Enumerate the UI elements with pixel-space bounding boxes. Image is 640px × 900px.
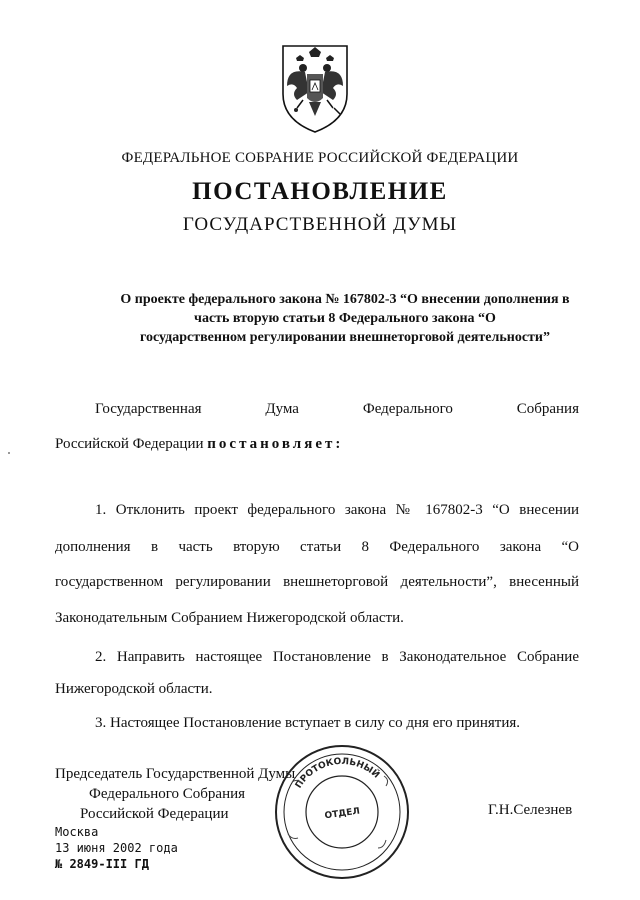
subject-line: часть вторую статьи 8 Федерального закона “О xyxy=(194,311,496,326)
preamble-text: Российской Федерации xyxy=(55,436,204,452)
margin-mark xyxy=(8,452,10,454)
item-3-line: 3. Настоящее Постановление вступает в силу со дня его принятия. xyxy=(95,715,521,731)
federal-assembly-heading: ФЕДЕРАЛЬНОЕ СОБРАНИЕ РОССИЙСКОЙ ФЕДЕРАЦИИ xyxy=(121,150,519,166)
item-2-line: 2. Направить настоящее Постановление в Законодательное Собрание xyxy=(95,649,579,665)
signatory-title-line: Председатель Государственной Думы xyxy=(55,766,296,782)
coat-of-arms-emblem-icon xyxy=(279,42,351,134)
svg-text:ПРОТОКОЛЬНЫЙ xyxy=(294,757,382,791)
signatory-title-line: Федерального Собрания xyxy=(89,786,246,802)
official-stamp-icon xyxy=(272,742,412,882)
item-1-line: государственном регулировании внешнеторговой деятельности”, внесенный xyxy=(55,574,579,590)
item-1-line: Законодательным Собранием Нижегородской области. xyxy=(55,610,404,626)
issuer-heading: ГОСУДАРСТВЕННОЙ ДУМЫ xyxy=(182,214,458,235)
stamp-ring-text: ПРОТОКОЛЬНЫЙ xyxy=(293,756,382,791)
item-1-line: дополнения в часть вторую статьи 8 Федерального закона “О xyxy=(55,539,579,555)
preamble-line: Государственная Дума Федерального Собрания xyxy=(95,401,579,417)
document-number: № 2849-III ГД xyxy=(55,857,149,871)
issue-city: Москва xyxy=(55,825,99,839)
signatory-name: Г.Н.Селезнев xyxy=(488,802,573,818)
item-1-line: 1. Отклонить проект федерального закона № 167802-3 “О внесении xyxy=(95,502,579,518)
item-2-line: Нижегородской области. xyxy=(55,681,213,697)
stamp-center-text: ОТДЕЛ xyxy=(324,806,361,822)
issue-place-date-number xyxy=(55,824,178,872)
decree-verb: постановляет: xyxy=(207,436,344,452)
signatory-title-line: Российской Федерации xyxy=(80,806,229,822)
subject-line: О проекте федерального закона № 167802-3 “О внесении дополнения в xyxy=(120,292,570,307)
subject-line: государственном регулировании внешнеторговой деятельности” xyxy=(140,330,550,345)
subject-heading xyxy=(100,290,590,347)
issue-date: 13 июня 2002 года xyxy=(55,841,178,855)
document-type-title: ПОСТАНОВЛЕНИЕ xyxy=(192,178,448,205)
preamble-line xyxy=(55,436,579,453)
signatory-title xyxy=(55,764,295,824)
